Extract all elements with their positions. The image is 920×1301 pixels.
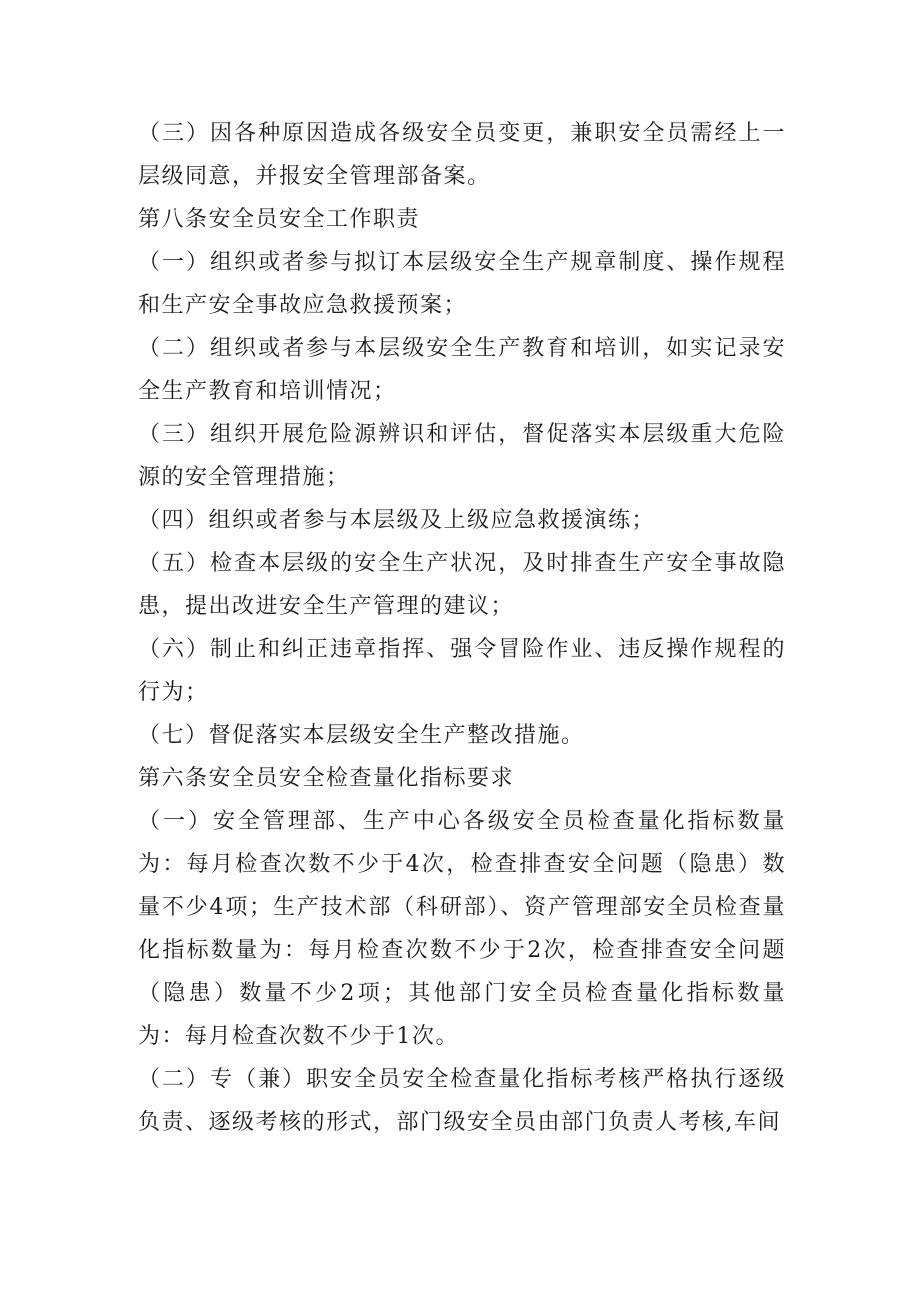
paragraph-duty-6: （六）制止和纠正违章指挥、强令冒险作业、违反操作规程的行为； <box>138 637 786 705</box>
paragraph-duty-2: （二）组织或者参与本层级安全生产教育和培训，如实记录安全生产教育和培训情况； <box>138 336 786 404</box>
paragraph-duty-4: （四）组织或者参与本层级及上级应急救援演练； <box>138 508 656 533</box>
document-body <box>138 112 786 1144</box>
heading-article-6: 第六条安全员安全检查量化指标要求 <box>138 766 515 791</box>
paragraph-staff-change: （三）因各种原因造成各级安全员变更，兼职安全员需经上一层级同意，并报安全管理部备案。 <box>138 121 786 189</box>
paragraph-duty-3: （三）组织开展危险源辨识和评估，督促落实本层级重大危险源的安全管理措施； <box>138 422 786 490</box>
paragraph-duty-7: （七）督促落实本层级安全生产整改措施。 <box>138 723 585 748</box>
paragraph-duty-5: （五）检查本层级的安全生产状况，及时排查生产安全事故隐患，提出改进安全生产管理的建议； <box>138 551 786 619</box>
paragraph-indicator-1: （一）安全管理部、生产中心各级安全员检查量化指标数量为：每月检查次数不少于4次，检查排查安全问题（隐患）数量不少4项；生产技术部（科研部）、资产管理部安全员检查量化指标数量为：每月检查次数不少于2次，检查排查安全问题（隐患）数量不少2项；其他部门安全员检查量化指标数量为：每月检查次数不少于1次。 <box>138 809 786 1049</box>
heading-article-8: 第八条安全员安全工作职责 <box>138 207 421 232</box>
paragraph-indicator-2: （二）专（兼）职安全员安全检查量化指标考核严格执行逐级负责、逐级考核的形式，部门级安全员由部门负责人考核,车间 <box>138 1067 786 1135</box>
paragraph-duty-1: （一）组织或者参与拟订本层级安全生产规章制度、操作规程和生产安全事故应急救援预案； <box>138 250 786 318</box>
